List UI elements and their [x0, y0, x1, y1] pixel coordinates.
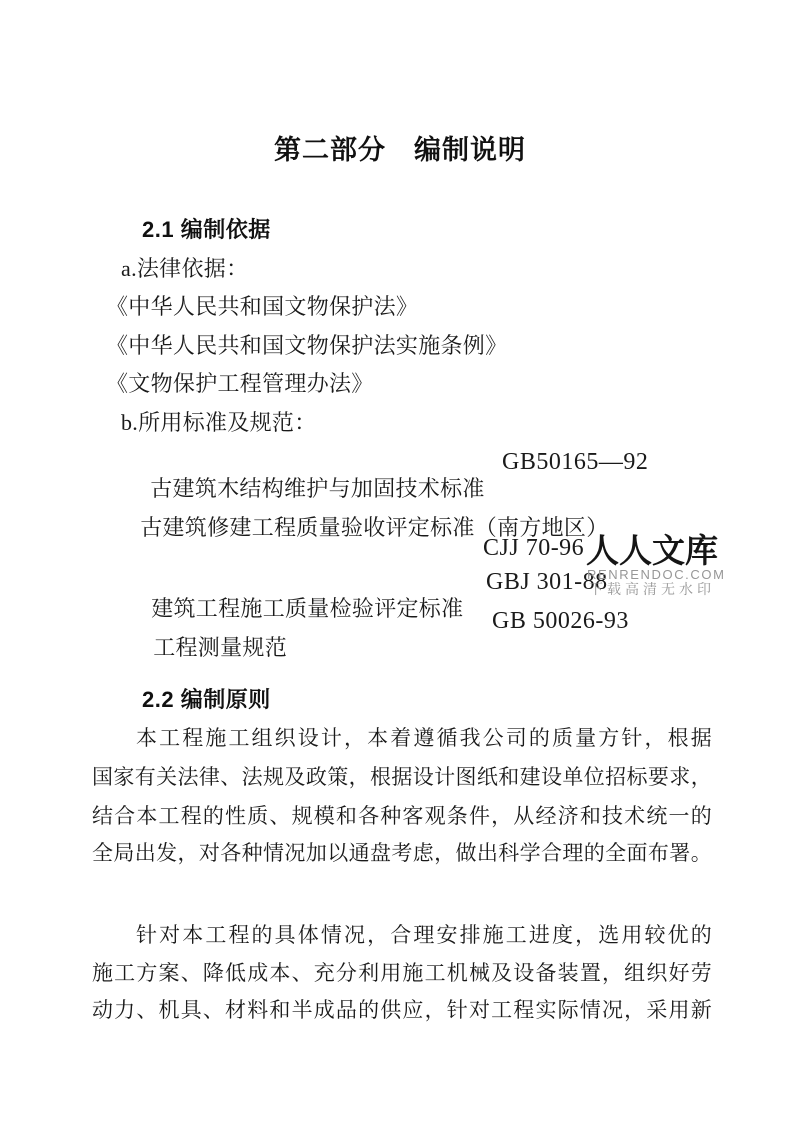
paragraph-line: 本工程施工组织设计，本着遵循我公司的质量方针，根据 — [136, 726, 712, 750]
paragraph-line: 结合本工程的性质、规模和各种客观条件，从经济和技术统一的 — [92, 804, 712, 828]
paragraph-line: 动力、机具、材料和半成品的供应，针对工程实际情况，采用新 — [92, 998, 712, 1022]
section-2-2-heading: 2.2 编制原则 — [142, 687, 271, 712]
paragraph-line: 全局出发，对各种情况加以通盘考虑，做出科学合理的全面布署。 — [92, 841, 712, 865]
law-item: 《中华人民共和国文物保护法实施条例》 — [106, 333, 508, 358]
legal-basis-label: a.法律依据： — [121, 256, 249, 281]
standard-name: 古建筑木结构维护与加固技术标准 — [150, 475, 485, 501]
standard-name: 建筑工程施工质量检验评定标准 — [151, 595, 464, 621]
law-item: 《文物保护工程管理办法》 — [106, 371, 374, 396]
paragraph-line: 施工方案、降低成本、充分利用施工机械及设备装置，组织好劳 — [92, 961, 712, 985]
page-title: 第二部分 编制说明 — [274, 135, 526, 165]
standard-name: 工程测量规范 — [153, 634, 288, 660]
watermark-domain: RENRENDOC.COM — [587, 567, 726, 582]
standard-code: GB 50026-93 — [492, 608, 629, 634]
paragraph-line: 针对本工程的具体情况，合理安排施工进度，选用较优的 — [136, 923, 712, 947]
standards-label: b.所用标准及规范： — [121, 410, 317, 435]
standard-code: CJJ 70-96 — [483, 535, 585, 561]
standard-name: 古建筑修建工程质量验收评定标准（南方地区） — [140, 514, 609, 540]
watermark-tagline: 下载高清无水印 — [589, 581, 715, 597]
law-item: 《中华人民共和国文物保护法》 — [106, 294, 419, 319]
standard-code: GB50165—92 — [502, 449, 649, 475]
watermark-brand: 人人文库 — [586, 534, 718, 570]
standard-code: GBJ 301-88 — [486, 569, 608, 595]
section-2-1-heading: 2.1 编制依据 — [142, 217, 271, 242]
paragraph-line: 国家有关法律、法规及政策，根据设计图纸和建设单位招标要求， — [92, 765, 712, 789]
